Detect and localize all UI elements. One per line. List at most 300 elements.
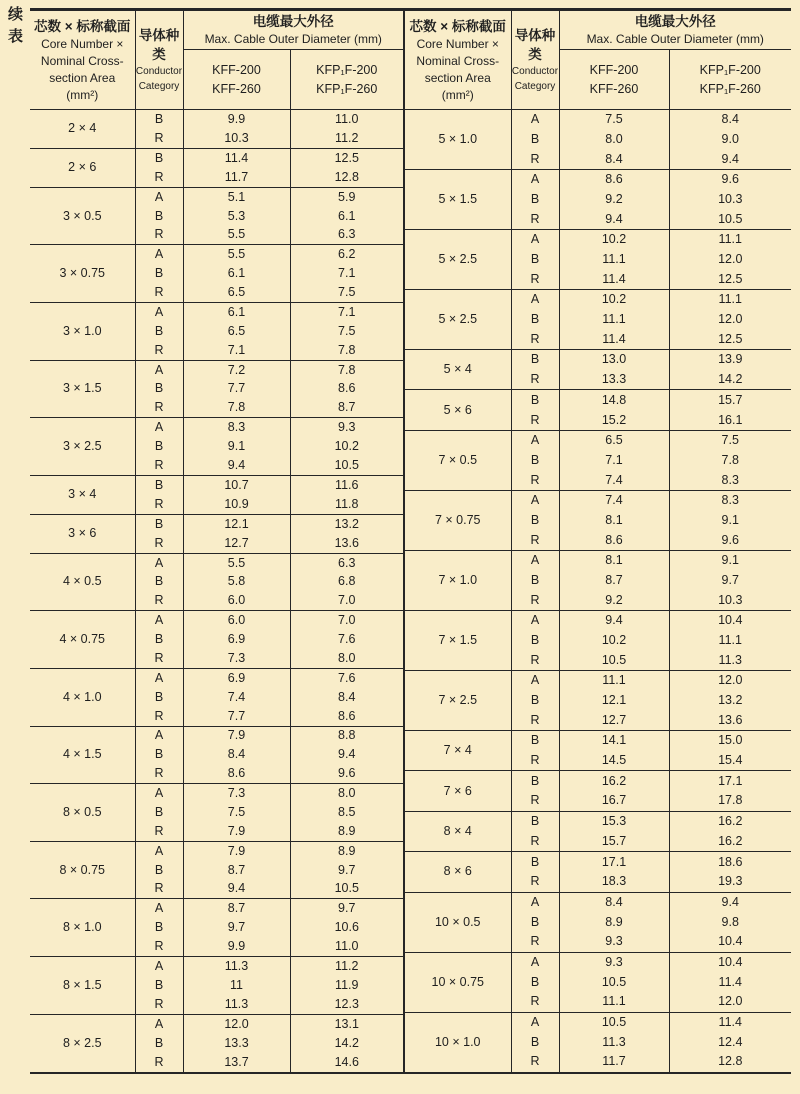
kff-diameter-cell: 8.3 (183, 418, 290, 437)
kff-diameter-cell: 7.1 (183, 341, 290, 360)
kff-diameter-cell: 13.7 (183, 1052, 290, 1073)
kff-diameter-cell: 7.5 (183, 803, 290, 822)
kff-diameter-cell: 10.2 (559, 290, 669, 310)
kfpf-diameter-cell: 9.4 (669, 892, 791, 912)
conductor-category-cell: B (135, 264, 183, 283)
kfpf-diameter-cell: 15.4 (718, 752, 743, 767)
core-size-cell: 3 × 0.5 (30, 187, 135, 245)
kfpf-diameter-cell: 12.0 (718, 312, 743, 326)
core-size-cell: 3 × 1.0 (30, 302, 135, 360)
kff-diameter-cell: 9.2 (559, 190, 669, 210)
kff-diameter-cell: 9.4 (559, 209, 669, 229)
kfpf-diameter-cell: 12.5 (290, 148, 404, 167)
header-conductor-category: 导体种 类 Conductor Category (511, 10, 559, 110)
kff-diameter-cell: 6.9 (183, 630, 290, 649)
conductor-category-cell: R (511, 992, 559, 1012)
table-body-right (405, 110, 791, 1074)
kfpf-diameter-cell: 6.2 (290, 245, 404, 264)
conductor-category-cell: B (511, 190, 559, 210)
table-row (405, 430, 791, 450)
kff-diameter-cell: 10.3 (183, 129, 290, 148)
kff-diameter-cell: 5.1 (183, 187, 290, 206)
core-size-cell: 7 × 1.0 (405, 550, 511, 610)
conductor-category-cell: B (511, 571, 559, 591)
conductor-category-cell: R (511, 530, 559, 550)
table-row (405, 610, 791, 630)
table-row (30, 418, 404, 437)
conductor-category-cell: A (135, 360, 183, 379)
kfpf-diameter-cell: 7.0 (338, 593, 356, 608)
kff-diameter-cell: 8.6 (559, 170, 669, 190)
conductor-category-cell: R (511, 370, 559, 390)
header-core-number: 芯数 × 标称截面 Core Number × Nominal Cross- section Area (mm²) (405, 10, 511, 110)
header-kff-models: KFF-200 KFF-260 (559, 50, 669, 110)
kfpf-diameter-cell: 7.5 (338, 323, 356, 338)
kff-diameter-cell: 15.2 (559, 410, 669, 430)
table-row (405, 350, 791, 370)
kff-diameter-cell: 6.5 (183, 283, 290, 302)
kfpf-diameter-cell: 14.2 (334, 1035, 359, 1050)
conductor-category-cell: B (135, 976, 183, 995)
kfpf-diameter-cell: 17.1 (669, 771, 791, 791)
kfpf-diameter-cell: 16.2 (669, 811, 791, 831)
tables-container (30, 8, 791, 1074)
kff-diameter-cell: 7.4 (559, 470, 669, 490)
kff-diameter-cell: 5.3 (183, 207, 290, 226)
header-kff-models: KFF-200 KFF-260 (183, 50, 290, 110)
kfpf-diameter-cell: 5.9 (290, 187, 404, 206)
kfpf-diameter-cell: 10.5 (718, 211, 743, 226)
conductor-category-cell: B (511, 691, 559, 711)
kff-diameter-cell: 11.3 (183, 957, 290, 976)
conductor-category-cell: R (135, 534, 183, 553)
kff-diameter-cell: 7.8 (183, 398, 290, 417)
kff-diameter-cell: 10.7 (183, 475, 290, 494)
core-size-cell: 7 × 4 (405, 730, 511, 770)
kff-diameter-cell: 8.7 (183, 899, 290, 918)
conductor-category-cell: R (511, 269, 559, 289)
kff-diameter-cell: 6.1 (183, 264, 290, 283)
conductor-category-cell: A (135, 553, 183, 572)
conductor-category-cell: B (511, 310, 559, 330)
conductor-category-cell: B (511, 1032, 559, 1052)
kfpf-diameter-cell: 16.2 (718, 833, 743, 848)
kfpf-diameter-cell: 18.6 (669, 852, 791, 872)
table-row (30, 148, 404, 167)
table-body-left (30, 110, 404, 1074)
core-size-cell: 8 × 2.5 (30, 1014, 135, 1073)
kff-diameter-cell: 9.9 (183, 937, 290, 956)
conductor-category-cell: A (135, 302, 183, 321)
conductor-category-cell: R (135, 649, 183, 668)
conductor-category-cell: A (511, 490, 559, 510)
core-size-cell: 4 × 1.5 (30, 726, 135, 784)
kff-diameter-cell: 11.7 (183, 168, 290, 187)
kff-diameter-cell: 12.1 (559, 691, 669, 711)
kff-diameter-cell: 5.8 (183, 573, 290, 592)
core-size-cell: 7 × 1.5 (405, 610, 511, 670)
conductor-category-cell: R (135, 129, 183, 148)
kfpf-diameter-cell: 11.3 (718, 652, 742, 667)
kfpf-diameter-cell: 6.3 (290, 553, 404, 572)
conductor-category-cell: R (135, 341, 183, 360)
kff-diameter-cell: 7.4 (183, 688, 290, 707)
kfpf-diameter-cell: 10.4 (718, 934, 743, 949)
conductor-category-cell: A (511, 670, 559, 690)
kff-diameter-cell: 8.1 (559, 511, 669, 531)
kfpf-diameter-cell: 8.6 (338, 381, 356, 396)
core-size-cell: 8 × 0.75 (30, 841, 135, 899)
conductor-category-cell: R (511, 650, 559, 670)
kff-diameter-cell: 12.0 (183, 1014, 290, 1033)
kff-diameter-cell: 12.7 (183, 534, 290, 553)
kfpf-diameter-cell: 16.1 (718, 412, 743, 427)
kff-diameter-cell: 17.1 (559, 852, 669, 872)
table-row (405, 1012, 791, 1032)
conductor-category-cell: R (135, 495, 183, 514)
kfpf-diameter-cell: 11.1 (718, 632, 742, 647)
conductor-category-cell: B (135, 380, 183, 399)
conductor-category-cell: A (135, 957, 183, 976)
conductor-category-cell: R (511, 932, 559, 952)
conductor-category-cell: A (135, 726, 183, 745)
conductor-category-cell: A (511, 110, 559, 130)
kfpf-diameter-cell: 7.5 (669, 430, 791, 450)
header-max-diameter: 电缆最大外径 Max. Cable Outer Diameter (mm) (559, 10, 791, 50)
conductor-category-cell: B (135, 803, 183, 822)
kfpf-diameter-cell: 7.6 (290, 668, 404, 687)
conductor-category-cell: R (135, 591, 183, 610)
conductor-category-cell: R (135, 995, 183, 1014)
kfpf-diameter-cell: 13.9 (669, 350, 791, 370)
kff-diameter-cell: 7.3 (183, 649, 290, 668)
kfpf-diameter-cell: 8.6 (338, 708, 356, 723)
conductor-category-cell: R (135, 1052, 183, 1073)
kfpf-diameter-cell: 12.8 (718, 1054, 743, 1069)
kfpf-diameter-cell: 17.8 (718, 793, 743, 808)
core-size-cell: 5 × 1.5 (405, 170, 511, 230)
header-core-number-zh: 芯数 × 标称截面 (34, 18, 131, 34)
conductor-category-cell: R (135, 398, 183, 417)
kff-diameter-cell: 12.7 (559, 710, 669, 730)
kfpf-diameter-cell: 7.0 (290, 611, 404, 630)
table-row (30, 841, 404, 860)
kff-diameter-cell: 8.7 (559, 571, 669, 591)
kfpf-diameter-cell: 10.5 (334, 881, 359, 896)
kff-diameter-cell: 8.9 (559, 912, 669, 932)
table-row (30, 611, 404, 630)
kfpf-diameter-cell: 6.1 (338, 208, 356, 223)
table-header (405, 10, 791, 110)
conductor-category-cell: B (511, 771, 559, 791)
cable-diameter-table-right (405, 8, 791, 1074)
conductor-category-cell: A (511, 290, 559, 310)
kfpf-diameter-cell: 9.8 (721, 914, 739, 929)
conductor-category-cell: A (135, 841, 183, 860)
core-size-cell: 7 × 2.5 (405, 670, 511, 730)
kff-diameter-cell: 10.5 (559, 650, 669, 670)
kfpf-diameter-cell: 11.9 (335, 977, 359, 992)
table-row (405, 230, 791, 250)
conductor-category-cell: R (135, 937, 183, 956)
conductor-category-cell: B (135, 475, 183, 494)
table-row (30, 553, 404, 572)
kff-diameter-cell: 14.8 (559, 390, 669, 410)
kfpf-diameter-cell: 11.2 (335, 130, 359, 145)
kff-diameter-cell: 11.1 (559, 992, 669, 1012)
conductor-category-cell: A (135, 784, 183, 803)
header-core-number: 芯数 × 标称截面 Core Number × Nominal Cross- section Area (mm²) (30, 10, 135, 110)
kff-diameter-cell: 14.1 (559, 730, 669, 750)
kfpf-diameter-cell: 14.6 (334, 1054, 359, 1069)
conductor-category-cell: B (135, 110, 183, 129)
table-row (30, 110, 404, 129)
kff-diameter-cell: 11.1 (559, 310, 669, 330)
kfpf-diameter-cell: 13.6 (334, 535, 359, 550)
kfpf-diameter-cell: 11.1 (669, 230, 791, 250)
kff-diameter-cell: 8.7 (183, 861, 290, 880)
kff-diameter-cell: 11.3 (559, 1032, 669, 1052)
conductor-category-cell: B (511, 972, 559, 992)
conductor-category-cell: B (135, 437, 183, 456)
conductor-category-cell: R (511, 751, 559, 771)
kfpf-diameter-cell: 7.1 (290, 302, 404, 321)
kfpf-diameter-cell: 11.8 (335, 496, 359, 511)
kff-diameter-cell: 9.7 (183, 918, 290, 937)
kff-diameter-cell: 11.4 (559, 269, 669, 289)
kfpf-diameter-cell: 11.4 (718, 974, 742, 989)
kff-diameter-cell: 16.7 (559, 791, 669, 811)
kfpf-diameter-cell: 7.6 (338, 632, 356, 647)
kff-diameter-cell: 13.3 (559, 370, 669, 390)
conductor-category-cell: A (511, 230, 559, 250)
kfpf-diameter-cell: 8.9 (290, 841, 404, 860)
kfpf-diameter-cell: 8.0 (338, 650, 356, 665)
continued-table-label: 续表 (6, 6, 23, 50)
kfpf-diameter-cell: 12.0 (669, 670, 791, 690)
conductor-category-cell: R (135, 225, 183, 244)
conductor-category-cell: R (135, 764, 183, 783)
kfpf-diameter-cell: 6.8 (338, 574, 356, 589)
kfpf-diameter-cell: 11.2 (290, 957, 404, 976)
kfpf-diameter-cell: 8.4 (669, 110, 791, 130)
conductor-category-cell: R (135, 168, 183, 187)
kff-diameter-cell: 9.4 (559, 610, 669, 630)
kfpf-diameter-cell: 13.2 (718, 692, 743, 707)
kff-diameter-cell: 7.9 (183, 822, 290, 841)
core-size-cell: 8 × 1.5 (30, 957, 135, 1015)
kff-diameter-cell: 10.2 (559, 230, 669, 250)
conductor-category-cell: B (511, 390, 559, 410)
conductor-category-cell: A (135, 418, 183, 437)
kfpf-diameter-cell: 8.4 (338, 689, 356, 704)
kfpf-diameter-cell: 9.4 (721, 151, 739, 166)
table-row (405, 290, 791, 310)
core-size-cell: 3 × 2.5 (30, 418, 135, 476)
table-row (405, 390, 791, 410)
conductor-category-cell: A (511, 550, 559, 570)
table-row (30, 784, 404, 803)
kfpf-diameter-cell: 12.5 (718, 271, 743, 286)
header-conductor-category: 导体种 类 Conductor Category (135, 10, 183, 110)
kfpf-diameter-cell: 15.0 (669, 730, 791, 750)
conductor-category-cell: R (511, 470, 559, 490)
kff-diameter-cell: 7.3 (183, 784, 290, 803)
kff-diameter-cell: 8.1 (559, 550, 669, 570)
conductor-category-cell: R (511, 1052, 559, 1073)
core-size-cell: 8 × 6 (405, 852, 511, 892)
conductor-category-cell: R (511, 149, 559, 169)
kfpf-diameter-cell: 19.3 (718, 874, 743, 889)
conductor-category-cell: B (511, 511, 559, 531)
table-row (405, 952, 791, 972)
kff-diameter-cell: 11.3 (183, 995, 290, 1014)
conductor-category-cell: R (511, 209, 559, 229)
conductor-category-cell: B (135, 745, 183, 764)
conductor-category-cell: B (135, 861, 183, 880)
table-row (405, 730, 791, 750)
kff-diameter-cell: 7.5 (559, 110, 669, 130)
core-size-cell: 10 × 0.5 (405, 892, 511, 952)
core-size-cell: 3 × 1.5 (30, 360, 135, 418)
kfpf-diameter-cell: 11.1 (669, 290, 791, 310)
kff-diameter-cell: 10.5 (559, 972, 669, 992)
core-size-cell: 4 × 0.75 (30, 611, 135, 669)
kff-diameter-cell: 16.2 (559, 771, 669, 791)
conductor-category-cell: A (511, 1012, 559, 1032)
kff-diameter-cell: 13.3 (183, 1034, 290, 1053)
kff-diameter-cell: 11.7 (559, 1052, 669, 1073)
table-row (405, 670, 791, 690)
kff-diameter-cell: 18.3 (559, 872, 669, 892)
kfpf-diameter-cell: 9.1 (721, 512, 739, 527)
kfpf-diameter-cell: 9.6 (338, 766, 356, 781)
table-row (30, 245, 404, 264)
kff-diameter-cell: 11.1 (559, 670, 669, 690)
kfpf-diameter-cell: 10.3 (718, 192, 743, 206)
kfpf-diameter-cell: 9.3 (290, 418, 404, 437)
kfpf-diameter-cell: 13.1 (290, 1014, 404, 1033)
header-core-number-zh: 芯数 × 标称截面 (409, 18, 506, 34)
conductor-category-cell: R (135, 880, 183, 899)
kfpf-diameter-cell: 11.0 (335, 939, 359, 954)
kfpf-diameter-cell: 7.8 (290, 360, 404, 379)
kff-diameter-cell: 8.4 (559, 892, 669, 912)
table-row (30, 514, 404, 533)
core-size-cell: 4 × 1.0 (30, 668, 135, 726)
table-row (30, 668, 404, 687)
core-size-cell: 3 × 6 (30, 514, 135, 553)
kfpf-diameter-cell: 8.3 (721, 472, 739, 487)
conductor-category-cell: B (135, 688, 183, 707)
conductor-category-cell: A (511, 430, 559, 450)
conductor-category-cell: A (511, 952, 559, 972)
conductor-category-cell: B (135, 573, 183, 592)
kff-diameter-cell: 11 (183, 976, 290, 995)
kff-diameter-cell: 7.1 (559, 451, 669, 471)
kfpf-diameter-cell: 8.5 (338, 804, 356, 819)
core-size-cell: 8 × 4 (405, 811, 511, 851)
kfpf-diameter-cell: 9.4 (338, 747, 356, 762)
table-row (405, 892, 791, 912)
kfpf-diameter-cell: 8.8 (290, 726, 404, 745)
kff-diameter-cell: 8.4 (559, 149, 669, 169)
kff-diameter-cell: 6.0 (183, 611, 290, 630)
conductor-category-cell: B (511, 350, 559, 370)
cable-diameter-table-left (30, 8, 405, 1074)
kff-diameter-cell: 11.4 (559, 329, 669, 349)
conductor-category-cell: R (511, 329, 559, 349)
kfpf-diameter-cell: 12.4 (718, 1034, 743, 1049)
conductor-category-cell: B (511, 451, 559, 471)
conductor-category-cell: R (511, 710, 559, 730)
kfpf-diameter-cell: 12.8 (334, 169, 359, 184)
kfpf-diameter-cell: 11.6 (290, 475, 404, 494)
kff-diameter-cell: 15.7 (559, 831, 669, 851)
conductor-category-cell: B (135, 514, 183, 533)
conductor-category-cell: R (511, 590, 559, 610)
kfpf-diameter-cell: 14.2 (718, 372, 743, 387)
conductor-category-cell: R (135, 456, 183, 475)
kfpf-diameter-cell: 12.5 (718, 331, 743, 346)
kfpf-diameter-cell: 8.7 (338, 400, 356, 415)
kff-diameter-cell: 9.1 (183, 437, 290, 456)
conductor-category-cell: B (135, 148, 183, 167)
kfpf-diameter-cell: 12.3 (334, 996, 359, 1011)
kfpf-diameter-cell: 8.9 (338, 823, 356, 838)
header-max-diameter: 电缆最大外径 Max. Cable Outer Diameter (mm) (183, 10, 404, 50)
kfpf-diameter-cell: 10.4 (669, 952, 791, 972)
core-size-cell: 5 × 4 (405, 350, 511, 390)
kff-diameter-cell: 15.3 (559, 811, 669, 831)
kfpf-diameter-cell: 12.0 (718, 994, 743, 1009)
kfpf-diameter-cell: 9.6 (669, 170, 791, 190)
core-size-cell: 7 × 0.5 (405, 430, 511, 490)
table-row (30, 899, 404, 918)
kfpf-diameter-cell: 8.0 (290, 784, 404, 803)
header-kfpf-models: KFP₁F-200 KFP₁F-260 (290, 50, 404, 110)
core-size-cell: 10 × 1.0 (405, 1012, 511, 1073)
table-row (30, 360, 404, 379)
kff-diameter-cell: 10.2 (559, 631, 669, 651)
kff-diameter-cell: 10.5 (559, 1012, 669, 1032)
conductor-category-cell: A (135, 1014, 183, 1033)
core-size-cell: 5 × 6 (405, 390, 511, 430)
table-row (30, 726, 404, 745)
kff-diameter-cell: 6.1 (183, 302, 290, 321)
conductor-category-cell: B (511, 852, 559, 872)
kfpf-diameter-cell: 8.3 (669, 490, 791, 510)
conductor-category-cell: R (511, 791, 559, 811)
core-size-cell: 5 × 2.5 (405, 290, 511, 350)
conductor-category-cell: B (135, 918, 183, 937)
core-size-cell: 7 × 0.75 (405, 490, 511, 550)
kfpf-diameter-cell: 12.0 (718, 252, 743, 266)
conductor-category-cell: B (511, 912, 559, 932)
conductor-category-cell: A (135, 668, 183, 687)
conductor-category-cell: A (135, 611, 183, 630)
kff-diameter-cell: 5.5 (183, 225, 290, 244)
kff-diameter-cell: 6.0 (183, 591, 290, 610)
table-row (30, 302, 404, 321)
conductor-category-cell: A (135, 899, 183, 918)
conductor-category-cell: B (511, 130, 559, 150)
kfpf-diameter-cell: 7.5 (338, 285, 356, 299)
conductor-category-cell: A (511, 170, 559, 190)
kfpf-diameter-cell: 10.6 (334, 920, 359, 935)
conductor-category-cell: B (135, 1034, 183, 1053)
conductor-category-cell: R (511, 831, 559, 851)
